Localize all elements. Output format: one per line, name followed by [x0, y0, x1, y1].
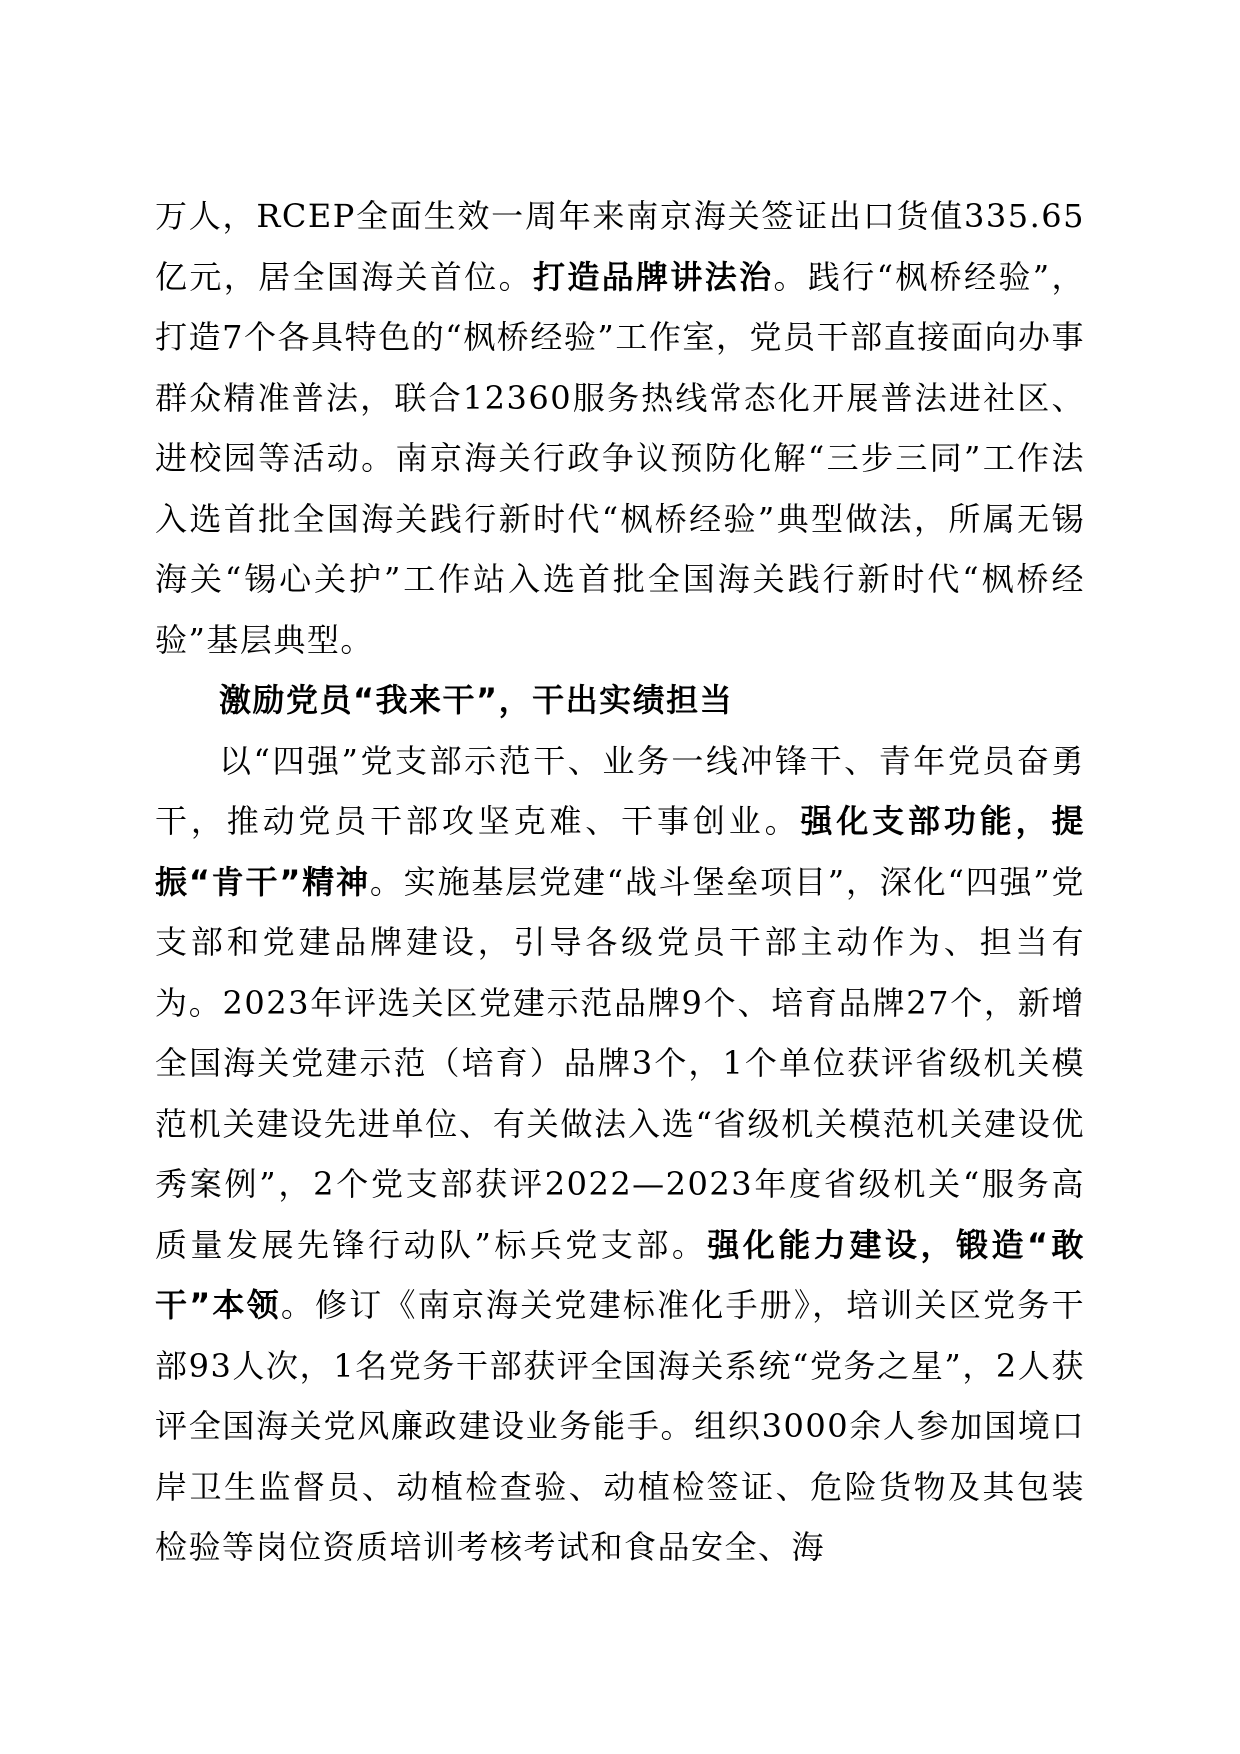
- paragraph-party-members: [155, 731, 1085, 1578]
- paragraph-text: 。践行“枫桥经验”，打造7个各具特色的“枫桥经验”工作室，党员干部直接面向办事群众精准普法，联合12360服务热线常态化开展普法进社区、进校园等活动。南京海关行政争议预防化解“三步三同”工作法入选首批全国海关践行新时代“枫桥经验”典型做法，所属无锡海关“锡心关护”工作站入选首批全国海关践行新时代“枫桥经验”基层典型。: [155, 257, 1085, 659]
- paragraph-text: 万人，RCEP全面生效一周年来南京海关签证出口货值335.65亿元，居全国海关首位。: [155, 197, 1085, 296]
- document-page: [155, 186, 1085, 1578]
- section-heading: 激励党员“我来干”，干出实绩担当: [219, 681, 734, 719]
- bold-highlight: 打造品牌讲法治: [532, 257, 774, 296]
- bold-highlight: 强化能力建设，锻造“敢干”本领: [155, 1225, 1085, 1324]
- bold-highlight: 强化支部功能，提振“肯干”精神: [155, 802, 1085, 901]
- paragraph-rcep-and-rule-of-law: [155, 186, 1085, 670]
- paragraph-text: 。实施基层党建“战斗堡垒项目”，深化“四强”党支部和党建品牌建设，引导各级党员干部主动作为、担当有为。2023年评选关区党建示范品牌9个、培育品牌27个，新增全国海关党建示范（培育）品牌3个，1个单位获评省级机关模范机关建设先进单位、有关做法入选“省级机关模范机关建设优秀案例”，2个党支部获评2022—2023年度省级机关“服务高质量发展先锋行动队”标兵党支部。: [155, 862, 1085, 1264]
- paragraph-text: 以“四强”党支部示范干、业务一线冲锋干、青年党员奋勇干，推动党员干部攻坚克难、干事创业。: [155, 741, 1085, 840]
- paragraph-text: 。修订《南京海关党建标准化手册》，培训关区党务干部93人次，1名党务干部获评全国海关系统“党务之星”，2人获评全国海关党风廉政建设业务能手。组织3000余人参加国境口岸卫生监督员、动植检查验、动植检签证、危险货物及其包装检验等岗位资质培训考核考试和食品安全、海: [155, 1286, 1085, 1566]
